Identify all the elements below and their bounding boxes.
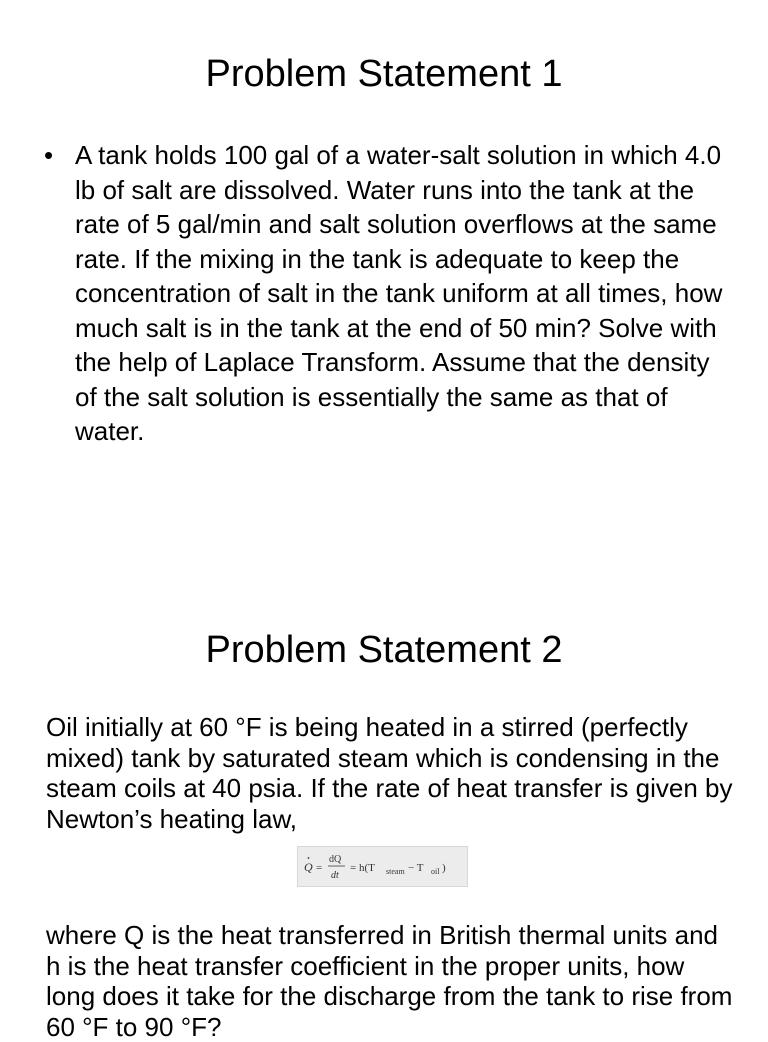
equation-rhs: = h(T (350, 861, 375, 874)
equation-figure (300, 849, 465, 885)
equation-numerator: dQ (329, 853, 342, 865)
problem-paragraph-1: Oil initially at 60 °F is being heated in a stirred (perfectly mixed) tank by saturated steam which is condensing in the steam coils at 40 psia. If the rate of heat transfer is given by Newton’s heating law, (46, 712, 733, 834)
equation-eq: = (316, 861, 323, 874)
equation-denominator: dt (331, 869, 339, 881)
equation-sub-oil: oil (431, 866, 440, 876)
slide-problem-2 (0, 576, 768, 1042)
equation-close: ) (442, 861, 446, 874)
equation-lhs: Q (304, 859, 313, 874)
newton-heating-law-equation (297, 846, 468, 887)
equation-minus: − T (408, 861, 424, 874)
equation-sub-steam: steam (386, 866, 405, 876)
slide-title: Problem Statement 2 (205, 629, 563, 671)
dot-accent-icon (308, 857, 310, 859)
bullet-icon: • (44, 140, 54, 170)
slide-title: Problem Statement 1 (205, 53, 563, 95)
bullet-item (44, 138, 726, 449)
problem-text: A tank holds 100 gal of a water-salt solution in which 4.0 lb of salt are dissolved. Water runs into the tank at the rate of 5 gal/min and salt solution overflows at the same rate. If the mixing in the tank is adequate to keep the concentration of salt in the tank uniform at all times, how much salt is in the tank at the end of 50 min? Solve with the help of Laplace Transform. Assume that the density of the salt solution is essentially the same as that of water. (75, 140, 723, 446)
problem-paragraph-2: where Q is the heat transferred in British thermal units and h is the heat transfer coefficient in the proper units, how long does it take for the discharge from the tank to rise from 60 °F to 90 °F? (46, 920, 733, 1042)
